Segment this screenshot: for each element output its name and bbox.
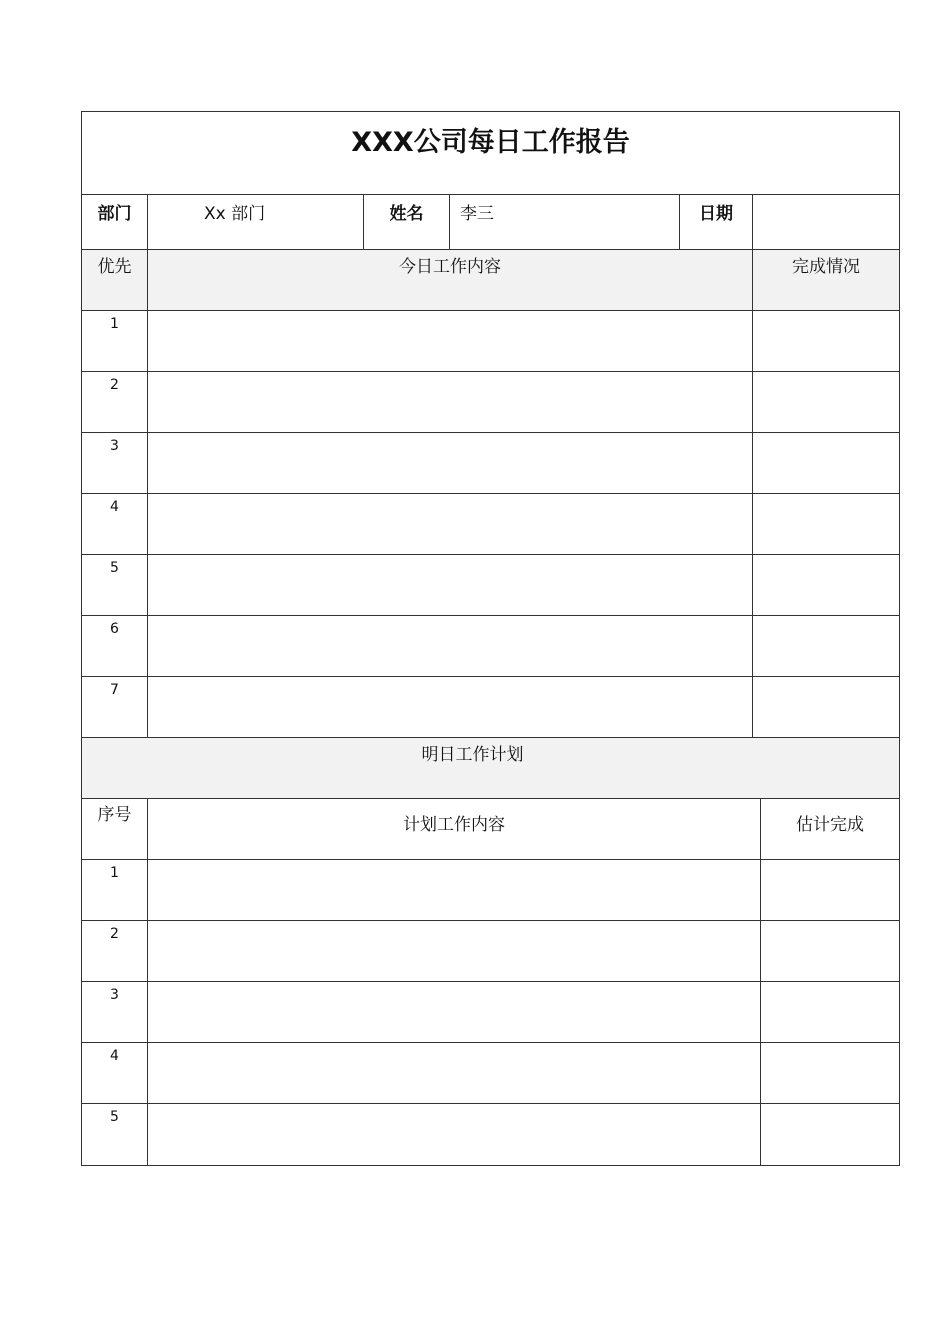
today-row-number: 2 — [82, 372, 148, 432]
today-row — [82, 311, 899, 372]
plan-estimate-cell[interactable] — [761, 921, 899, 981]
plan-content-cell[interactable] — [148, 1043, 761, 1103]
today-row-number: 3 — [82, 433, 148, 493]
tomorrow-section-title: 明日工作计划 — [421, 745, 524, 765]
col-priority-header: 优先 — [82, 250, 148, 310]
info-row — [82, 195, 899, 250]
today-content-cell[interactable] — [148, 372, 753, 432]
today-status-cell[interactable] — [753, 616, 899, 676]
date-field[interactable] — [753, 195, 899, 249]
plan-row-number: 1 — [82, 860, 148, 920]
today-content-cell[interactable] — [148, 677, 753, 737]
plan-content-cell[interactable] — [148, 1104, 761, 1165]
today-status-cell[interactable] — [753, 677, 899, 737]
today-row — [82, 494, 899, 555]
plan-row-number: 4 — [82, 1043, 148, 1103]
today-status-cell[interactable] — [753, 433, 899, 493]
plan-row — [82, 982, 899, 1043]
plan-content-cell[interactable] — [148, 860, 761, 920]
today-row-number: 1 — [82, 311, 148, 371]
name-label: 姓名 — [364, 195, 450, 249]
dept-field[interactable]: Xx 部门 — [148, 195, 364, 249]
today-row — [82, 616, 899, 677]
col-status-header: 完成情况 — [792, 257, 860, 277]
today-header-row — [82, 250, 899, 311]
plan-row-number: 3 — [82, 982, 148, 1042]
col-today-content-header: 今日工作内容 — [148, 250, 753, 310]
plan-row — [82, 860, 899, 921]
plan-estimate-cell[interactable] — [761, 860, 899, 920]
name-field[interactable]: 李三 — [450, 195, 680, 249]
col-estimate-header: 估计完成 — [796, 815, 864, 835]
today-content-cell[interactable] — [148, 616, 753, 676]
col-seq-header: 序号 — [82, 799, 148, 859]
report-title: XXX公司每日工作报告 — [351, 127, 630, 158]
plan-row-number: 2 — [82, 921, 148, 981]
today-status-cell[interactable] — [753, 311, 899, 371]
today-content-cell[interactable] — [148, 433, 753, 493]
col-plan-content-header: 计划工作内容 — [148, 799, 761, 859]
today-row-number: 4 — [82, 494, 148, 554]
plan-estimate-cell[interactable] — [761, 1104, 899, 1165]
today-content-cell[interactable] — [148, 311, 753, 371]
plan-content-cell[interactable] — [148, 921, 761, 981]
today-row — [82, 677, 899, 738]
today-content-cell[interactable] — [148, 494, 753, 554]
plan-row — [82, 1104, 899, 1165]
today-row — [82, 372, 899, 433]
plan-estimate-cell[interactable] — [761, 1043, 899, 1103]
plan-estimate-cell[interactable] — [761, 982, 899, 1042]
today-row-number: 5 — [82, 555, 148, 615]
daily-report-form — [81, 111, 900, 1166]
today-row — [82, 433, 899, 494]
title-row — [82, 112, 899, 195]
today-status-cell[interactable] — [753, 555, 899, 615]
today-row-number: 6 — [82, 616, 148, 676]
plan-row — [82, 921, 899, 982]
date-label: 日期 — [680, 195, 753, 249]
plan-row-number: 5 — [82, 1104, 148, 1165]
today-content-cell[interactable] — [148, 555, 753, 615]
plan-row — [82, 1043, 899, 1104]
dept-label: 部门 — [82, 195, 148, 249]
today-status-cell[interactable] — [753, 494, 899, 554]
plan-content-cell[interactable] — [148, 982, 761, 1042]
tomorrow-header-row — [82, 799, 899, 860]
tomorrow-section-row — [82, 738, 899, 799]
today-row — [82, 555, 899, 616]
today-status-cell[interactable] — [753, 372, 899, 432]
today-row-number: 7 — [82, 677, 148, 737]
